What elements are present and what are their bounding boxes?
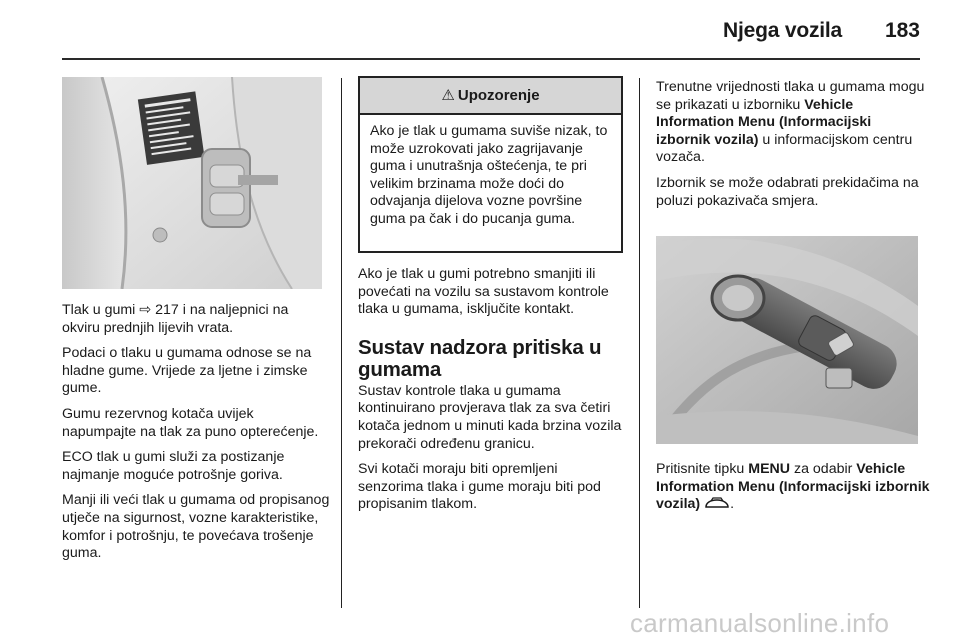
paragraph: Gumu rezervnog kotača uvijek napumpajte na tlak za puno opterećenje. xyxy=(62,405,319,440)
warning-text: Ako je tlak u gumama suviše nizak, to može uzrokovati jako zagrijavanje guma i unutrašnja oštećenja, te pri velikim brzinama može doći do odvajanja dijelova vozne površine guma pa čak i do pucanja guma. xyxy=(370,123,608,227)
warning-header xyxy=(360,78,621,115)
page-title: Njega vozila xyxy=(723,19,842,42)
paragraph: Podaci o tlaku u gumama odnose se na hladne gume. Vrijede za ljetne i zimske gume. xyxy=(62,345,312,397)
car-icon xyxy=(704,496,730,512)
section-heading: Sustav nadzora pritiska u gumama xyxy=(358,335,602,381)
header-divider xyxy=(62,58,920,60)
warning-box xyxy=(358,76,623,253)
door-frame-photo xyxy=(62,77,322,289)
paragraph: Ako je tlak u gumi potrebno smanjiti ili povećati na vozilu sa sustavom kontrole tlaka u gumama, isključite kontakt. xyxy=(358,266,609,318)
warning-title: Upozorenje xyxy=(457,87,540,104)
ref-arrow-icon: ⇨ xyxy=(139,302,152,318)
menu-name: Vehicle Information Menu (Informacijski izbornik vozila) xyxy=(656,96,872,148)
page-number: 183 xyxy=(884,19,920,42)
column-3-text-top xyxy=(656,79,926,218)
paragraph: Svi kotači moraju biti opremljeni senzorima tlaka i gume moraju biti pod propisanim tlakom. xyxy=(358,461,601,513)
paragraph: Pritisnite tipku MENU za odabir Vehicle Information Menu (Informacijski izbornik vozila) . xyxy=(656,461,930,513)
watermark: carmanualsonline.info xyxy=(630,608,890,638)
menu-button-label: MENU xyxy=(748,461,791,477)
column-3-text-bottom xyxy=(656,461,931,522)
paragraph: Izbornik se može odabrati prekidačima na poluzi pokazivača smjera. xyxy=(656,174,919,209)
column-divider-1 xyxy=(341,78,342,608)
turn-signal-lever-photo xyxy=(656,236,918,444)
paragraph: ECO tlak u gumi služi za postizanje najmanje moguće potrošnje goriva. xyxy=(62,449,285,483)
paragraph: Tlak u gumi ⇨ 217 i na naljepnici na okviru prednjih lijevih vrata. xyxy=(62,302,289,336)
paragraph: Sustav kontrole tlaka u gumama kontinuirano provjerava tlak za sva četiri kotača jednom u minuti kada brzina vozila prekorači određenu granicu. xyxy=(358,382,622,452)
warning-triangle-icon: ⚠ xyxy=(441,87,455,104)
column-divider-2 xyxy=(639,78,640,608)
menu-name: Vehicle Information Menu (Informacijski izbornik vozila) xyxy=(656,461,930,513)
paragraph: Manji ili veći tlak u gumama od propisanog utječe na sigurnost, vozne karakteristike, komfor i potrošnju, te povećava trošenje guma. xyxy=(62,492,330,562)
column-2-text xyxy=(358,266,626,522)
column-1-text xyxy=(62,302,330,571)
paragraph: Trenutne vrijednosti tlaka u gumama mogu se prikazati u izborniku Vehicle Information Menu (Informacijski izbornik vozila) u informacijskom centru vozača. xyxy=(656,79,925,166)
